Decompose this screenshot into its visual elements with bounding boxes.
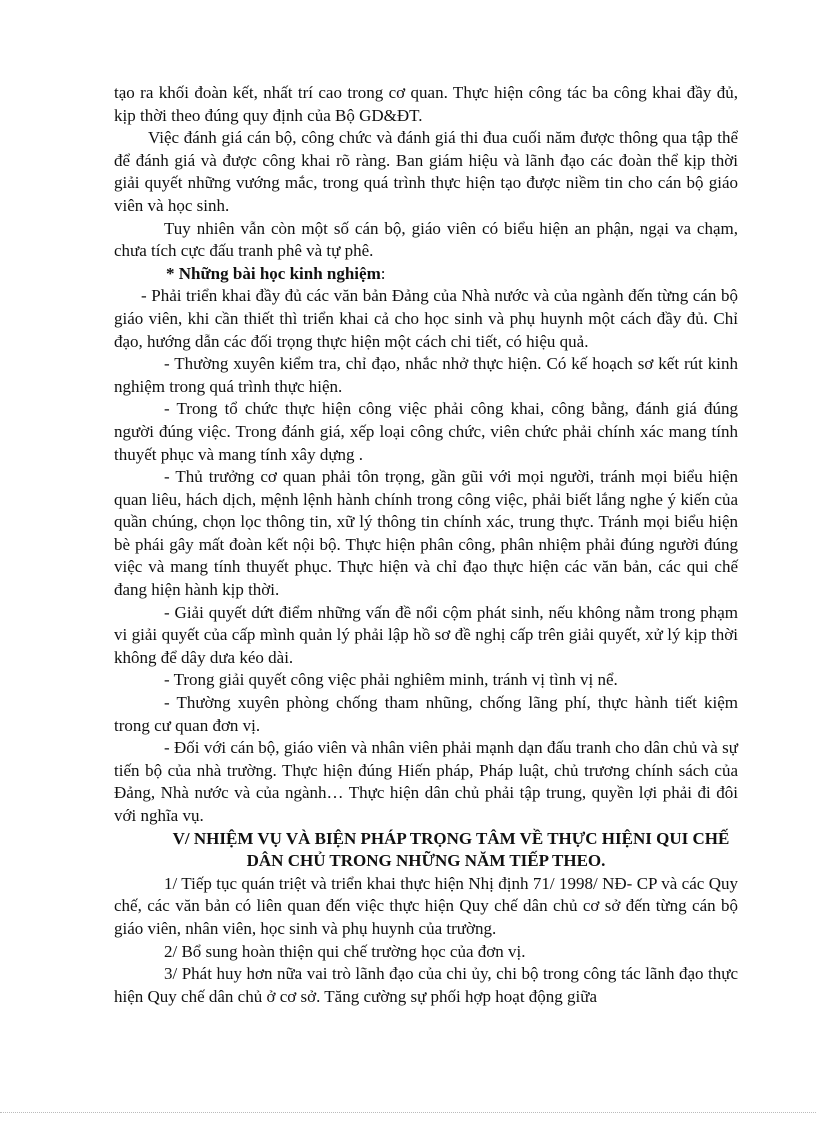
- section-heading: V/ NHIỆM VỤ VÀ BIỆN PHÁP TRỌNG TÂM VỀ THỰC HIỆNI QUI CHẾ DÂN CHỦ TRONG NHỮNG NĂM TIẾP THEO.: [172, 828, 730, 871]
- document-body: [114, 82, 738, 1008]
- task-item: 2/ Bổ sung hoàn thiện qui chế trường học của đơn vị.: [164, 941, 526, 961]
- lesson-item: - Đối với cán bộ, giáo viên và nhân viên phải mạnh dạn đấu tranh cho dân chủ và sự tiến bộ của nhà trường. Thực hiện đúng Hiến pháp, Pháp luật, chủ trương chính sách của Đảng, Nhà nước và của ngành… Thực hiện dân chủ phải tập trung, quyền lợi phải đi đôi với nghĩa vụ.: [114, 738, 738, 825]
- lesson-item: - Phải triển khai đầy đủ các văn bản Đảng của Nhà nước và của ngành đến từng cán bộ giáo viên, khi cần thiết thì triển khai cả cho học sinh và phụ huynh một cách đầy đủ. Chỉ đạo, hướng dẫn các đối trọng thực hiện một cách chi tiết, có hiệu quả.: [114, 286, 738, 351]
- task-item: 3/ Phát huy hơn nữa vai trò lãnh đạo của chi ủy, chi bộ trong công tác lãnh đạo thực hiện Quy chế dân chủ ở cơ sở. Tăng cường sự phối hợp hoạt động giữa: [114, 964, 738, 1006]
- lessons-heading: [114, 263, 738, 286]
- lesson-item: - Trong tổ chức thực hiện công việc phải công khai, công bằng, đánh giá đúng người đúng việc. Trong đánh giá, xếp loại công chức, viên chức phải chính xác mang tính thuyết phục và mang tính xây dựng .: [114, 399, 738, 464]
- lesson-item: - Thường xuyên kiểm tra, chỉ đạo, nhắc nhở thực hiện. Có kế hoạch sơ kết rút kinh nghiệm trong quá trình thực hiện.: [114, 354, 738, 396]
- lesson-item: - Thường xuyên phòng chống tham nhũng, chống lãng phí, thực hành tiết kiệm trong cư quan đơn vị.: [114, 693, 738, 735]
- lesson-item: - Giải quyết dứt điểm những vấn đề nổi cộm phát sinh, nếu không nằm trong phạm vi giải quyết của cấp mình quản lý phải lập hồ sơ đề nghị cấp trên giải quyết, xử lý kịp thời không để dây dưa kéo dài.: [114, 602, 738, 667]
- paragraph-shortcomings: Tuy nhiên vẫn còn một số cán bộ, giáo viên có biểu hiện an phận, ngại va chạm, chưa tích cực đấu tranh phê và tự phê.: [114, 218, 738, 261]
- task-item: 1/ Tiếp tục quán triệt và triển khai thực hiện Nhị định 71/ 1998/ NĐ- CP và các Quy chế, các văn bản có liên quan đến việc thực hiện Quy chế dân chủ cơ sở đến từng cán bộ giáo viên, nhân viên, học sinh và phụ huynh của trường.: [114, 873, 738, 938]
- lessons-heading-text: * Những bài học kinh nghiệm: [166, 263, 381, 283]
- lessons-heading-colon: :: [380, 263, 386, 283]
- page-bottom-divider: [0, 1112, 816, 1113]
- lesson-item: - Thủ trưởng cơ quan phải tôn trọng, gần gũi với mọi người, tránh mọi biểu hiện quan liêu, hách dịch, mệnh lệnh hành chính trong công việc, phải biết lắng nghe ý kiến của quần chúng, chọn lọc thông tin, xữ lý thông tin chính xác, trung thực. Tránh mọi biểu hiện bè phái gây mất đoàn kết nội bộ. Thực hiện phân công, phân nhiệm phải đúng người đúng việc và mang tính thuyết phục. Thực hiện và chỉ đạo thực hiện các văn bản, các qui chế đang hiện hành kịp thời.: [114, 467, 738, 600]
- paragraph-evaluation: Việc đánh giá cán bộ, công chức và đánh giá thi đua cuối năm được thông qua tập thể để đánh giá và được công khai rõ ràng. Ban giám hiệu và lãnh đạo các đoàn thể kịp thời giải quyết những vướng mắc, trong quá trình thực hiện tạo được niềm tin cho cán bộ giáo viên và học sinh.: [114, 128, 738, 215]
- paragraph-continuation: tạo ra khối đoàn kết, nhất trí cao trong cơ quan. Thực hiện công tác ba công khai đầy đủ, kịp thời theo đúng quy định của Bộ GD&ĐT.: [114, 83, 738, 125]
- lesson-item: - Trong giải quyết công việc phải nghiêm minh, tránh vị tình vị nể.: [164, 670, 618, 690]
